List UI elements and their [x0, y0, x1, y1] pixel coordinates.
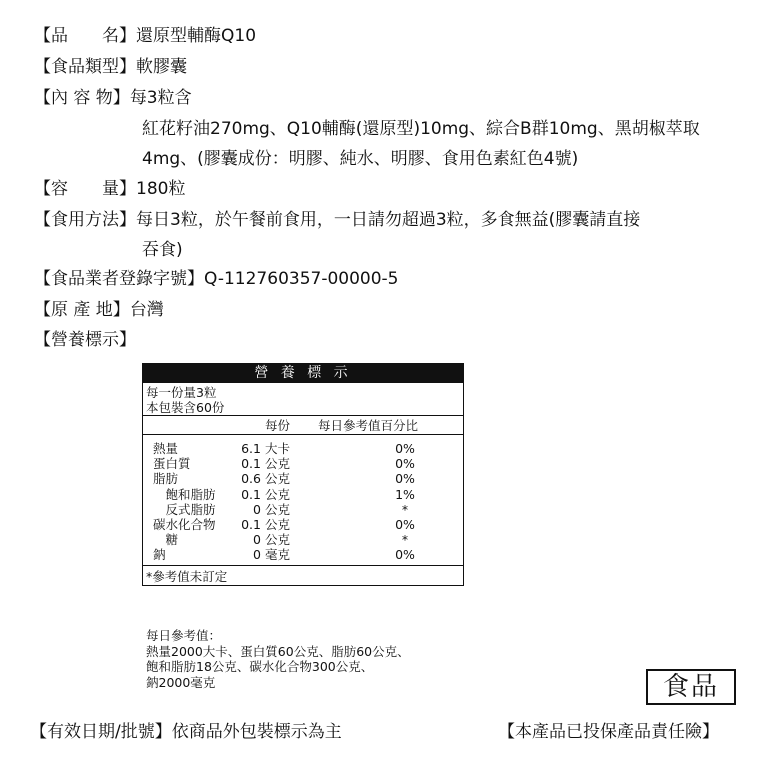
origin-label: 【原 產 地】: [34, 300, 130, 320]
contents-label: 【內 容 物】: [34, 88, 130, 108]
daily-reference-block: [146, 628, 410, 690]
usage-line-1: 每日3粒，於午餐前食用，一日請勿超過3粒，多食無益(膠囊請直接: [136, 210, 641, 230]
nutrition-row: 脂肪 0.6 公克 0%: [153, 471, 415, 487]
nutrition-footnote: *參考值未訂定: [143, 565, 463, 585]
daily-reference-line-1: 熱量2000大卡、蛋白質60公克、脂肪60公克、: [146, 643, 410, 659]
volume-row: [34, 178, 185, 200]
nutrition-row: 飽和脂肪 0.1 公克 1%: [153, 486, 415, 502]
nutrition-column-header: [143, 415, 463, 434]
nutrition-row: 熱量 6.1 大卡 0%: [153, 441, 415, 456]
serving-info: [143, 383, 463, 415]
servings-per-pack: 本包裝含60份: [146, 400, 225, 415]
daily-reference-line-2: 飽和脂肪18公克、碳水化合物300公克、: [146, 659, 374, 674]
nutrition-title: 營 養 標 示: [143, 364, 463, 383]
nutrition-rows: [143, 434, 463, 565]
product-name-row: [34, 25, 256, 47]
nutrition-heading: 【營養標示】: [34, 330, 136, 350]
per-serving-header: 每份: [265, 418, 291, 433]
origin: 台灣: [129, 300, 164, 320]
serving-size: 每一份量3粒: [146, 385, 217, 400]
insurance-note: 【本產品已投保產品責任險】: [498, 722, 719, 742]
daily-reference-line-3: 鈉2000毫克: [146, 674, 216, 690]
nutrition-row: 反式脂肪 0 公克 *: [153, 501, 409, 517]
contents-line-1: 紅花籽油270mg、Q10輔酶(還原型)10mg、綜合B群10mg、黑胡椒萃取: [142, 119, 700, 139]
registration-label: 【食品業者登錄字號】: [34, 269, 204, 289]
daily-value-header: 每日參考值百分比: [318, 418, 419, 433]
contents-row: [34, 87, 192, 109]
usage-line-2: 吞食): [142, 240, 183, 260]
usage-row: [34, 209, 640, 231]
product-name: 還原型輔酶Q10: [136, 26, 257, 46]
contents-line-2: 4mg、(膠囊成份：明膠、純水、明膠、食用色素紅色4號): [142, 149, 579, 169]
food-type: 軟膠囊: [136, 57, 187, 77]
registration-row: [34, 268, 399, 290]
volume: 180粒: [136, 179, 186, 199]
nutrition-row: 糖 0 公克 *: [153, 532, 409, 548]
contents-head: 每3粒含: [129, 88, 192, 108]
volume-label: 【容 量】: [34, 179, 136, 199]
food-mark-badge: 食品: [646, 669, 736, 705]
product-name-label: 【品 名】: [34, 26, 136, 46]
origin-row: [34, 299, 164, 321]
registration-number: Q-112760357-00000-5: [204, 269, 399, 289]
nutrition-row: 碳水化合物 0.1 公克 0%: [153, 516, 415, 532]
expiry-note: 【有效日期/批號】依商品外包裝標示為主: [30, 722, 342, 742]
food-type-row: [34, 56, 187, 78]
nutrition-table: [142, 363, 464, 586]
daily-reference-title: 每日參考值：: [146, 628, 222, 643]
usage-label: 【食用方法】: [34, 210, 136, 230]
nutrition-row: 蛋白質 0.1 公克 0%: [153, 456, 415, 472]
nutrition-row: 鈉 0 毫克 0%: [153, 547, 415, 563]
food-type-label: 【食品類型】: [34, 57, 136, 77]
